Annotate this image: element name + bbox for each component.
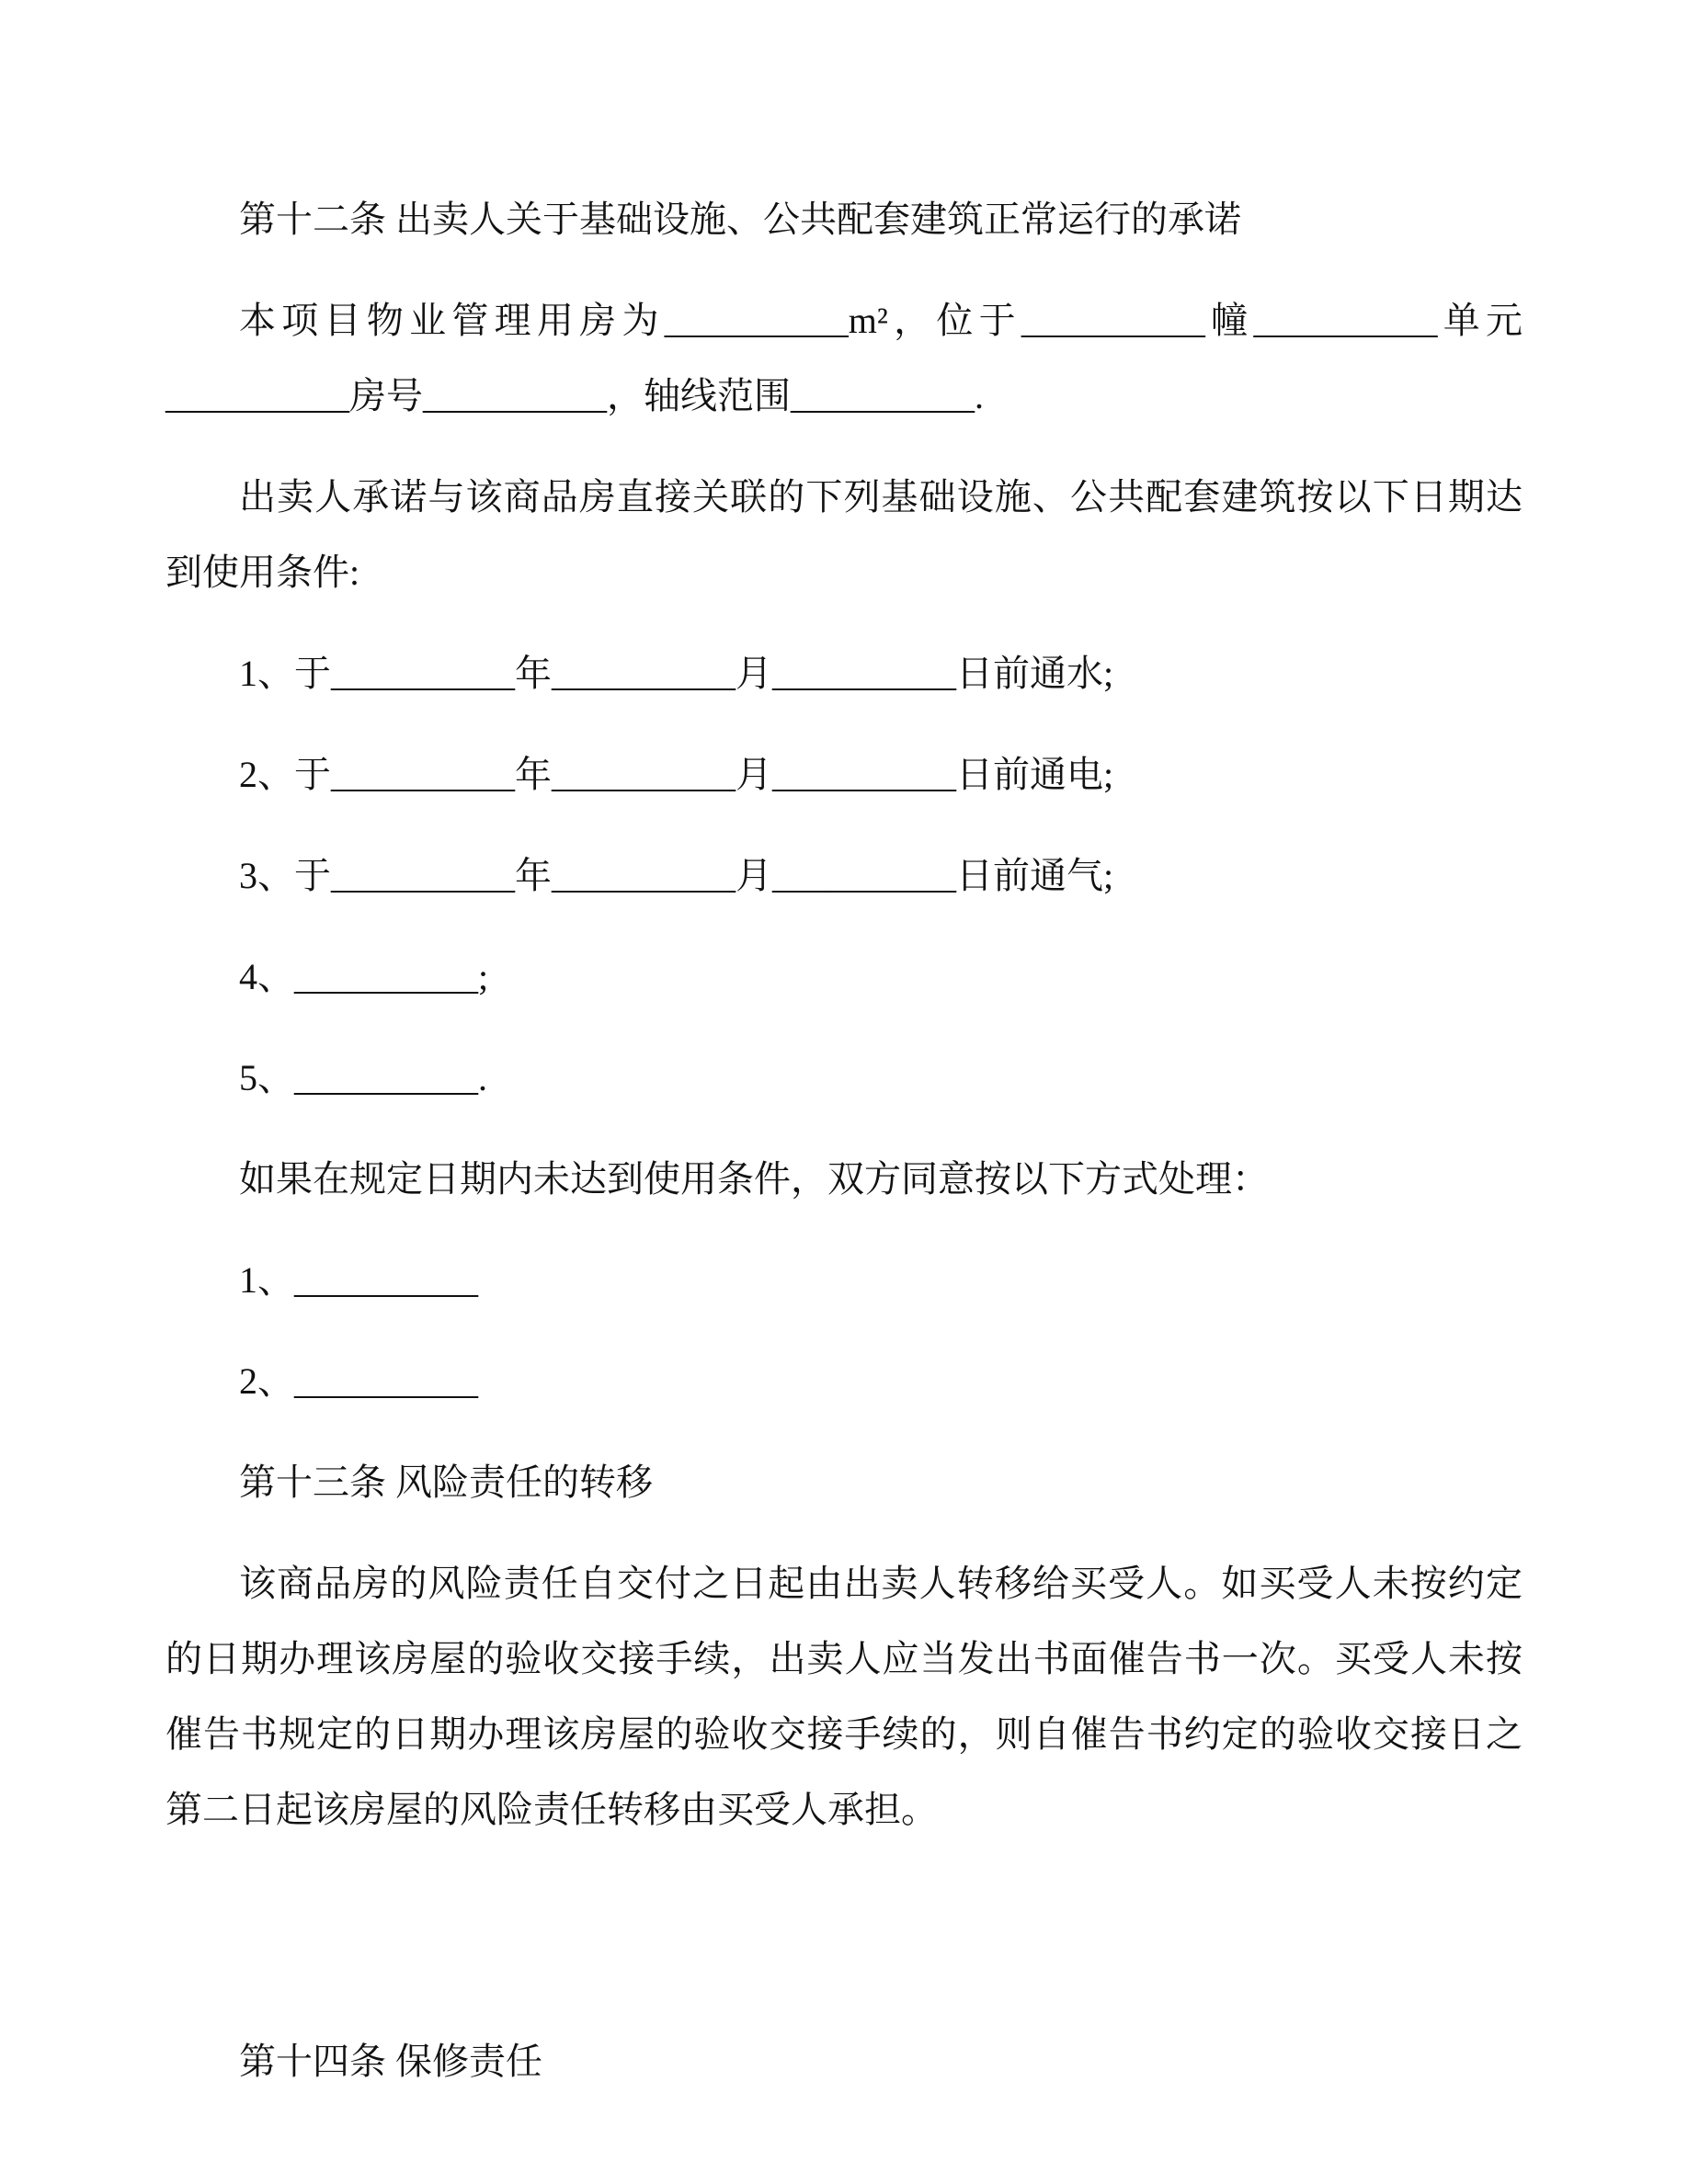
handling-method-paragraph: 如果在规定日期内未达到使用条件，双方同意按以下方式处理：: [239, 1158, 1269, 1200]
infrastructure-commitment-paragraph: 出卖人承诺与该商品房直接关联的下列基础设施、公共配套建筑按以下日期达到使用条件:: [165, 476, 1523, 593]
handling-item-1-blank: 1、__________: [239, 1259, 478, 1301]
list-item-water: 1、于__________年__________月__________日前通水;: [239, 653, 1114, 694]
article-12-heading: 第十二条 出卖人关于基础设施、公共配套建筑正常运行的承诺: [239, 199, 1241, 240]
list-item-5-blank: 5、__________.: [239, 1057, 487, 1098]
handling-item-2-blank: 2、__________: [239, 1360, 478, 1402]
article-14-heading: 第十四条 保修责任: [239, 2041, 542, 2082]
list-item-gas: 3、于__________年__________月__________日前通气;: [239, 855, 1114, 896]
risk-transfer-paragraph: 该商品房的风险责任自交付之日起由出卖人转移给买受人。如买受人未按约定的日期办理该房屋的验收交接手续，出卖人应当发出书面催告书一次。买受人未按催告书规定的日期办理该房屋的验收交接手续的，则自催告书约定的验收交接日之第二日起该房屋的风险责任转移由买受人承担。: [165, 1563, 1523, 1830]
property-management-room-paragraph: 本项目物业管理用房为__________m²，位于__________幢__________单元__________房号__________，轴线范围__________.: [165, 300, 1523, 416]
list-item-4-blank: 4、__________;: [239, 956, 489, 997]
article-13-heading: 第十三条 风险责任的转移: [239, 1462, 653, 1503]
list-item-electricity: 2、于__________年__________月__________日前通电;: [239, 754, 1114, 795]
